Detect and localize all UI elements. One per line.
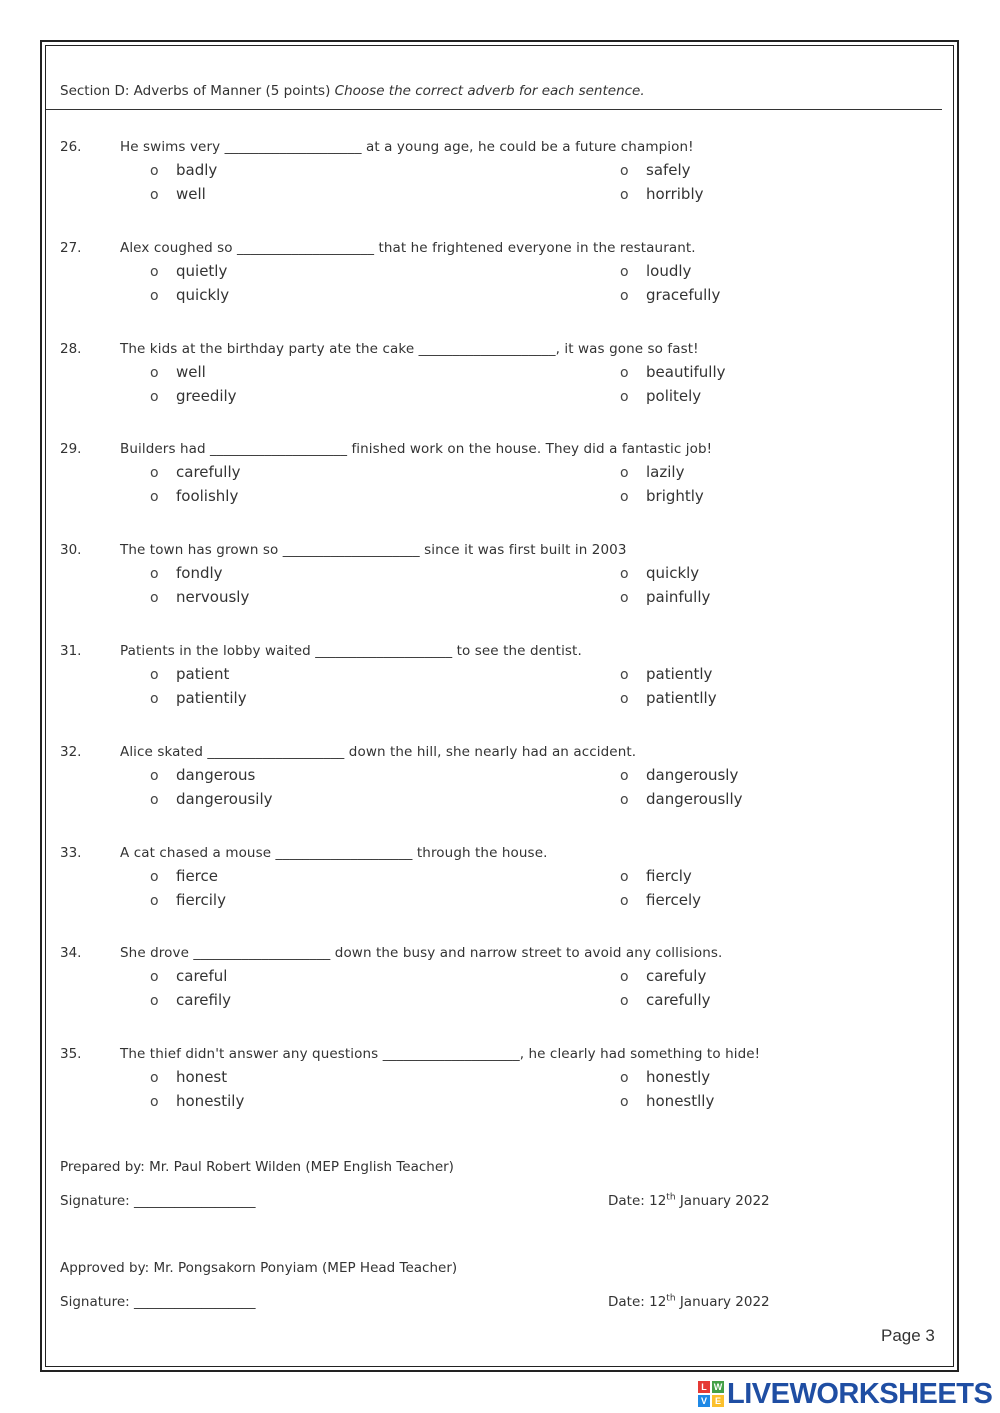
radio-circle-icon[interactable]: o [150, 590, 159, 606]
option-label: dangerouslly [646, 790, 743, 808]
answer-option[interactable] [150, 665, 229, 683]
answer-option[interactable] [620, 161, 691, 179]
date-line-2 [608, 1294, 770, 1310]
option-label: patient [176, 665, 230, 683]
answer-option[interactable] [150, 790, 273, 808]
radio-circle-icon[interactable]: o [150, 264, 159, 280]
answer-option[interactable] [620, 286, 720, 304]
answer-option[interactable] [150, 185, 206, 203]
question-text: The kids at the birthday party ate the cake ____________________, it was gone so fast! [120, 341, 699, 357]
date-month-year: January 2022 [675, 1193, 770, 1209]
question-item [0, 542, 1000, 622]
radio-circle-icon[interactable]: o [150, 768, 159, 784]
answer-option[interactable] [620, 363, 726, 381]
option-label: careful [176, 967, 228, 985]
radio-circle-icon[interactable]: o [150, 389, 159, 405]
option-label: gracefully [646, 286, 721, 304]
answer-option[interactable] [150, 891, 226, 909]
answer-option[interactable] [620, 790, 743, 808]
radio-circle-icon[interactable]: o [150, 288, 159, 304]
option-label: honestly [646, 1068, 711, 1086]
answer-option[interactable] [620, 1068, 710, 1086]
radio-circle-icon[interactable]: o [150, 489, 159, 505]
answer-option[interactable] [620, 991, 711, 1009]
option-label: fondly [176, 564, 223, 582]
logo-tile: L [698, 1381, 710, 1393]
option-label: fiercily [176, 891, 226, 909]
radio-circle-icon[interactable]: o [620, 288, 629, 304]
answer-option[interactable] [150, 867, 218, 885]
radio-circle-icon[interactable]: o [620, 389, 629, 405]
question-item [0, 441, 1000, 521]
option-label: dangerously [646, 766, 739, 784]
section-header [60, 83, 645, 99]
option-label: safely [646, 161, 691, 179]
answer-option[interactable] [150, 463, 241, 481]
answer-option[interactable] [150, 766, 255, 784]
radio-circle-icon[interactable]: o [620, 691, 629, 707]
radio-circle-icon[interactable]: o [150, 163, 159, 179]
logo-tile: V [698, 1395, 710, 1407]
question-text: The thief didn't answer any questions ____________________, he clearly had something to hide! [120, 1046, 761, 1062]
question-number: 35. [60, 1046, 82, 1062]
answer-option[interactable] [150, 286, 229, 304]
radio-circle-icon[interactable]: o [620, 187, 629, 203]
answer-option[interactable] [150, 1092, 244, 1110]
approved-by: Approved by: Mr. Pongsakorn Ponyiam (MEP Head Teacher) [60, 1260, 458, 1276]
answer-option[interactable] [150, 564, 223, 582]
page-number: Page 3 [881, 1326, 935, 1345]
radio-circle-icon[interactable]: o [150, 869, 159, 885]
radio-circle-icon[interactable]: o [620, 365, 629, 381]
answer-option[interactable] [150, 262, 227, 280]
answer-option[interactable] [150, 487, 238, 505]
radio-circle-icon[interactable]: o [150, 1094, 159, 1110]
section-instruction: Choose the correct adverb for each sentence. [334, 83, 645, 99]
answer-option[interactable] [620, 185, 704, 203]
header-divider [46, 109, 942, 110]
radio-circle-icon[interactable]: o [150, 969, 159, 985]
signature-line-1: Signature: __________________ [60, 1193, 256, 1209]
answer-option[interactable] [620, 487, 704, 505]
radio-circle-icon[interactable]: o [620, 489, 629, 505]
question-number: 26. [60, 139, 82, 155]
radio-circle-icon[interactable]: o [150, 667, 159, 683]
section-title: Section D: Adverbs of Manner (5 points) [60, 83, 331, 99]
question-item [0, 341, 1000, 421]
answer-option[interactable] [150, 161, 217, 179]
answer-option[interactable] [620, 387, 701, 405]
radio-circle-icon[interactable]: o [620, 792, 629, 808]
option-label: patiently [646, 665, 713, 683]
answer-option[interactable] [620, 766, 738, 784]
option-label: carefily [176, 991, 231, 1009]
option-label: well [176, 363, 206, 381]
option-label: fiercly [646, 867, 692, 885]
question-item [0, 945, 1000, 1025]
option-label: badly [176, 161, 218, 179]
radio-circle-icon[interactable]: o [150, 993, 159, 1009]
radio-circle-icon[interactable]: o [150, 365, 159, 381]
option-label: beautifully [646, 363, 726, 381]
radio-circle-icon[interactable]: o [620, 264, 629, 280]
question-item [0, 744, 1000, 824]
option-label: carefuly [646, 967, 707, 985]
question-text: Alex coughed so ____________________ that he frightened everyone in the restaurant. [120, 240, 696, 256]
date-prefix: Date: 12 [608, 1294, 667, 1310]
question-item [0, 139, 1000, 219]
logo-wordmark: LIVEWORKSHEETS [727, 1377, 993, 1410]
question-number: 28. [60, 341, 82, 357]
option-label: fiercely [646, 891, 702, 909]
radio-circle-icon[interactable]: o [620, 869, 629, 885]
option-label: quickly [176, 286, 230, 304]
radio-circle-icon[interactable]: o [150, 691, 159, 707]
option-label: fierce [176, 867, 218, 885]
question-item [0, 1046, 1000, 1126]
answer-option[interactable] [150, 1068, 227, 1086]
answer-option[interactable] [620, 564, 699, 582]
option-label: lazily [646, 463, 685, 481]
question-text: Builders had ____________________ finished work on the house. They did a fantastic job! [120, 441, 713, 457]
radio-circle-icon[interactable]: o [150, 792, 159, 808]
question-number: 32. [60, 744, 82, 760]
radio-circle-icon[interactable]: o [620, 590, 629, 606]
question-text: Patients in the lobby waited ____________________ to see the dentist. [120, 643, 582, 659]
question-text: Alice skated ____________________ down the hill, she nearly had an accident. [120, 744, 637, 760]
answer-option[interactable] [150, 689, 247, 707]
radio-circle-icon[interactable]: o [620, 667, 629, 683]
date-prefix: Date: 12 [608, 1193, 667, 1209]
question-text: He swims very ____________________ at a young age, he could be a future champion! [120, 139, 694, 155]
radio-circle-icon[interactable]: o [620, 993, 629, 1009]
answer-option[interactable] [620, 1092, 714, 1110]
question-text: A cat chased a mouse ____________________ through the house. [120, 845, 548, 861]
option-label: loudly [646, 262, 692, 280]
question-text: The town has grown so ____________________ since it was first built in 2003 [120, 542, 627, 558]
option-label: dangerousily [176, 790, 273, 808]
option-label: well [176, 185, 206, 203]
answer-option[interactable] [620, 967, 706, 985]
radio-circle-icon[interactable]: o [150, 465, 159, 481]
option-label: brightly [646, 487, 704, 505]
option-label: carefully [646, 991, 711, 1009]
question-number: 33. [60, 845, 82, 861]
option-label: nervously [176, 588, 250, 606]
date-suffix-ordinal: th [666, 1192, 676, 1203]
answer-option[interactable] [150, 363, 206, 381]
logo-tile: E [712, 1395, 724, 1407]
question-item [0, 845, 1000, 925]
radio-circle-icon[interactable]: o [620, 768, 629, 784]
answer-option[interactable] [620, 588, 710, 606]
date-line-1 [608, 1193, 770, 1209]
question-number: 34. [60, 945, 82, 961]
radio-circle-icon[interactable]: o [620, 465, 629, 481]
radio-circle-icon[interactable]: o [620, 566, 629, 582]
radio-circle-icon[interactable]: o [620, 1070, 629, 1086]
question-item [0, 643, 1000, 723]
answer-option[interactable] [150, 967, 227, 985]
radio-circle-icon[interactable]: o [150, 187, 159, 203]
option-label: honestily [176, 1092, 245, 1110]
option-label: politely [646, 387, 702, 405]
option-label: patientlly [646, 689, 717, 707]
answer-option[interactable] [620, 262, 691, 280]
answer-option[interactable] [620, 867, 692, 885]
option-label: quickly [646, 564, 700, 582]
option-label: honestlly [646, 1092, 715, 1110]
prepared-by: Prepared by: Mr. Paul Robert Wilden (MEP English Teacher) [60, 1159, 454, 1175]
radio-circle-icon[interactable]: o [620, 1094, 629, 1110]
option-label: greedily [176, 387, 237, 405]
question-number: 30. [60, 542, 82, 558]
answer-option[interactable] [620, 689, 717, 707]
option-label: honest [176, 1068, 228, 1086]
option-label: quietly [176, 262, 228, 280]
option-label: painfully [646, 588, 711, 606]
question-item [0, 240, 1000, 320]
option-label: horribly [646, 185, 704, 203]
radio-circle-icon[interactable]: o [150, 1070, 159, 1086]
radio-circle-icon[interactable]: o [620, 163, 629, 179]
question-text: She drove ____________________ down the busy and narrow street to avoid any collisions. [120, 945, 723, 961]
radio-circle-icon[interactable]: o [620, 969, 629, 985]
option-label: dangerous [176, 766, 256, 784]
radio-circle-icon[interactable]: o [150, 893, 159, 909]
option-label: patientily [176, 689, 247, 707]
answer-option[interactable] [150, 387, 237, 405]
question-number: 29. [60, 441, 82, 457]
answer-option[interactable] [620, 463, 684, 481]
date-month-year: January 2022 [675, 1294, 770, 1310]
date-suffix-ordinal: th [666, 1293, 676, 1304]
question-number: 31. [60, 643, 82, 659]
answer-option[interactable] [150, 991, 231, 1009]
logo-tile: W [713, 1382, 723, 1392]
logo-grid-icon [698, 1381, 724, 1407]
answer-option[interactable] [150, 588, 249, 606]
option-label: carefully [176, 463, 241, 481]
answer-option[interactable] [620, 665, 712, 683]
signature-line-2: Signature: __________________ [60, 1294, 256, 1310]
radio-circle-icon[interactable]: o [620, 893, 629, 909]
question-number: 27. [60, 240, 82, 256]
liveworksheets-logo[interactable] [698, 1377, 992, 1411]
radio-circle-icon[interactable]: o [150, 566, 159, 582]
option-label: foolishly [176, 487, 239, 505]
answer-option[interactable] [620, 891, 701, 909]
